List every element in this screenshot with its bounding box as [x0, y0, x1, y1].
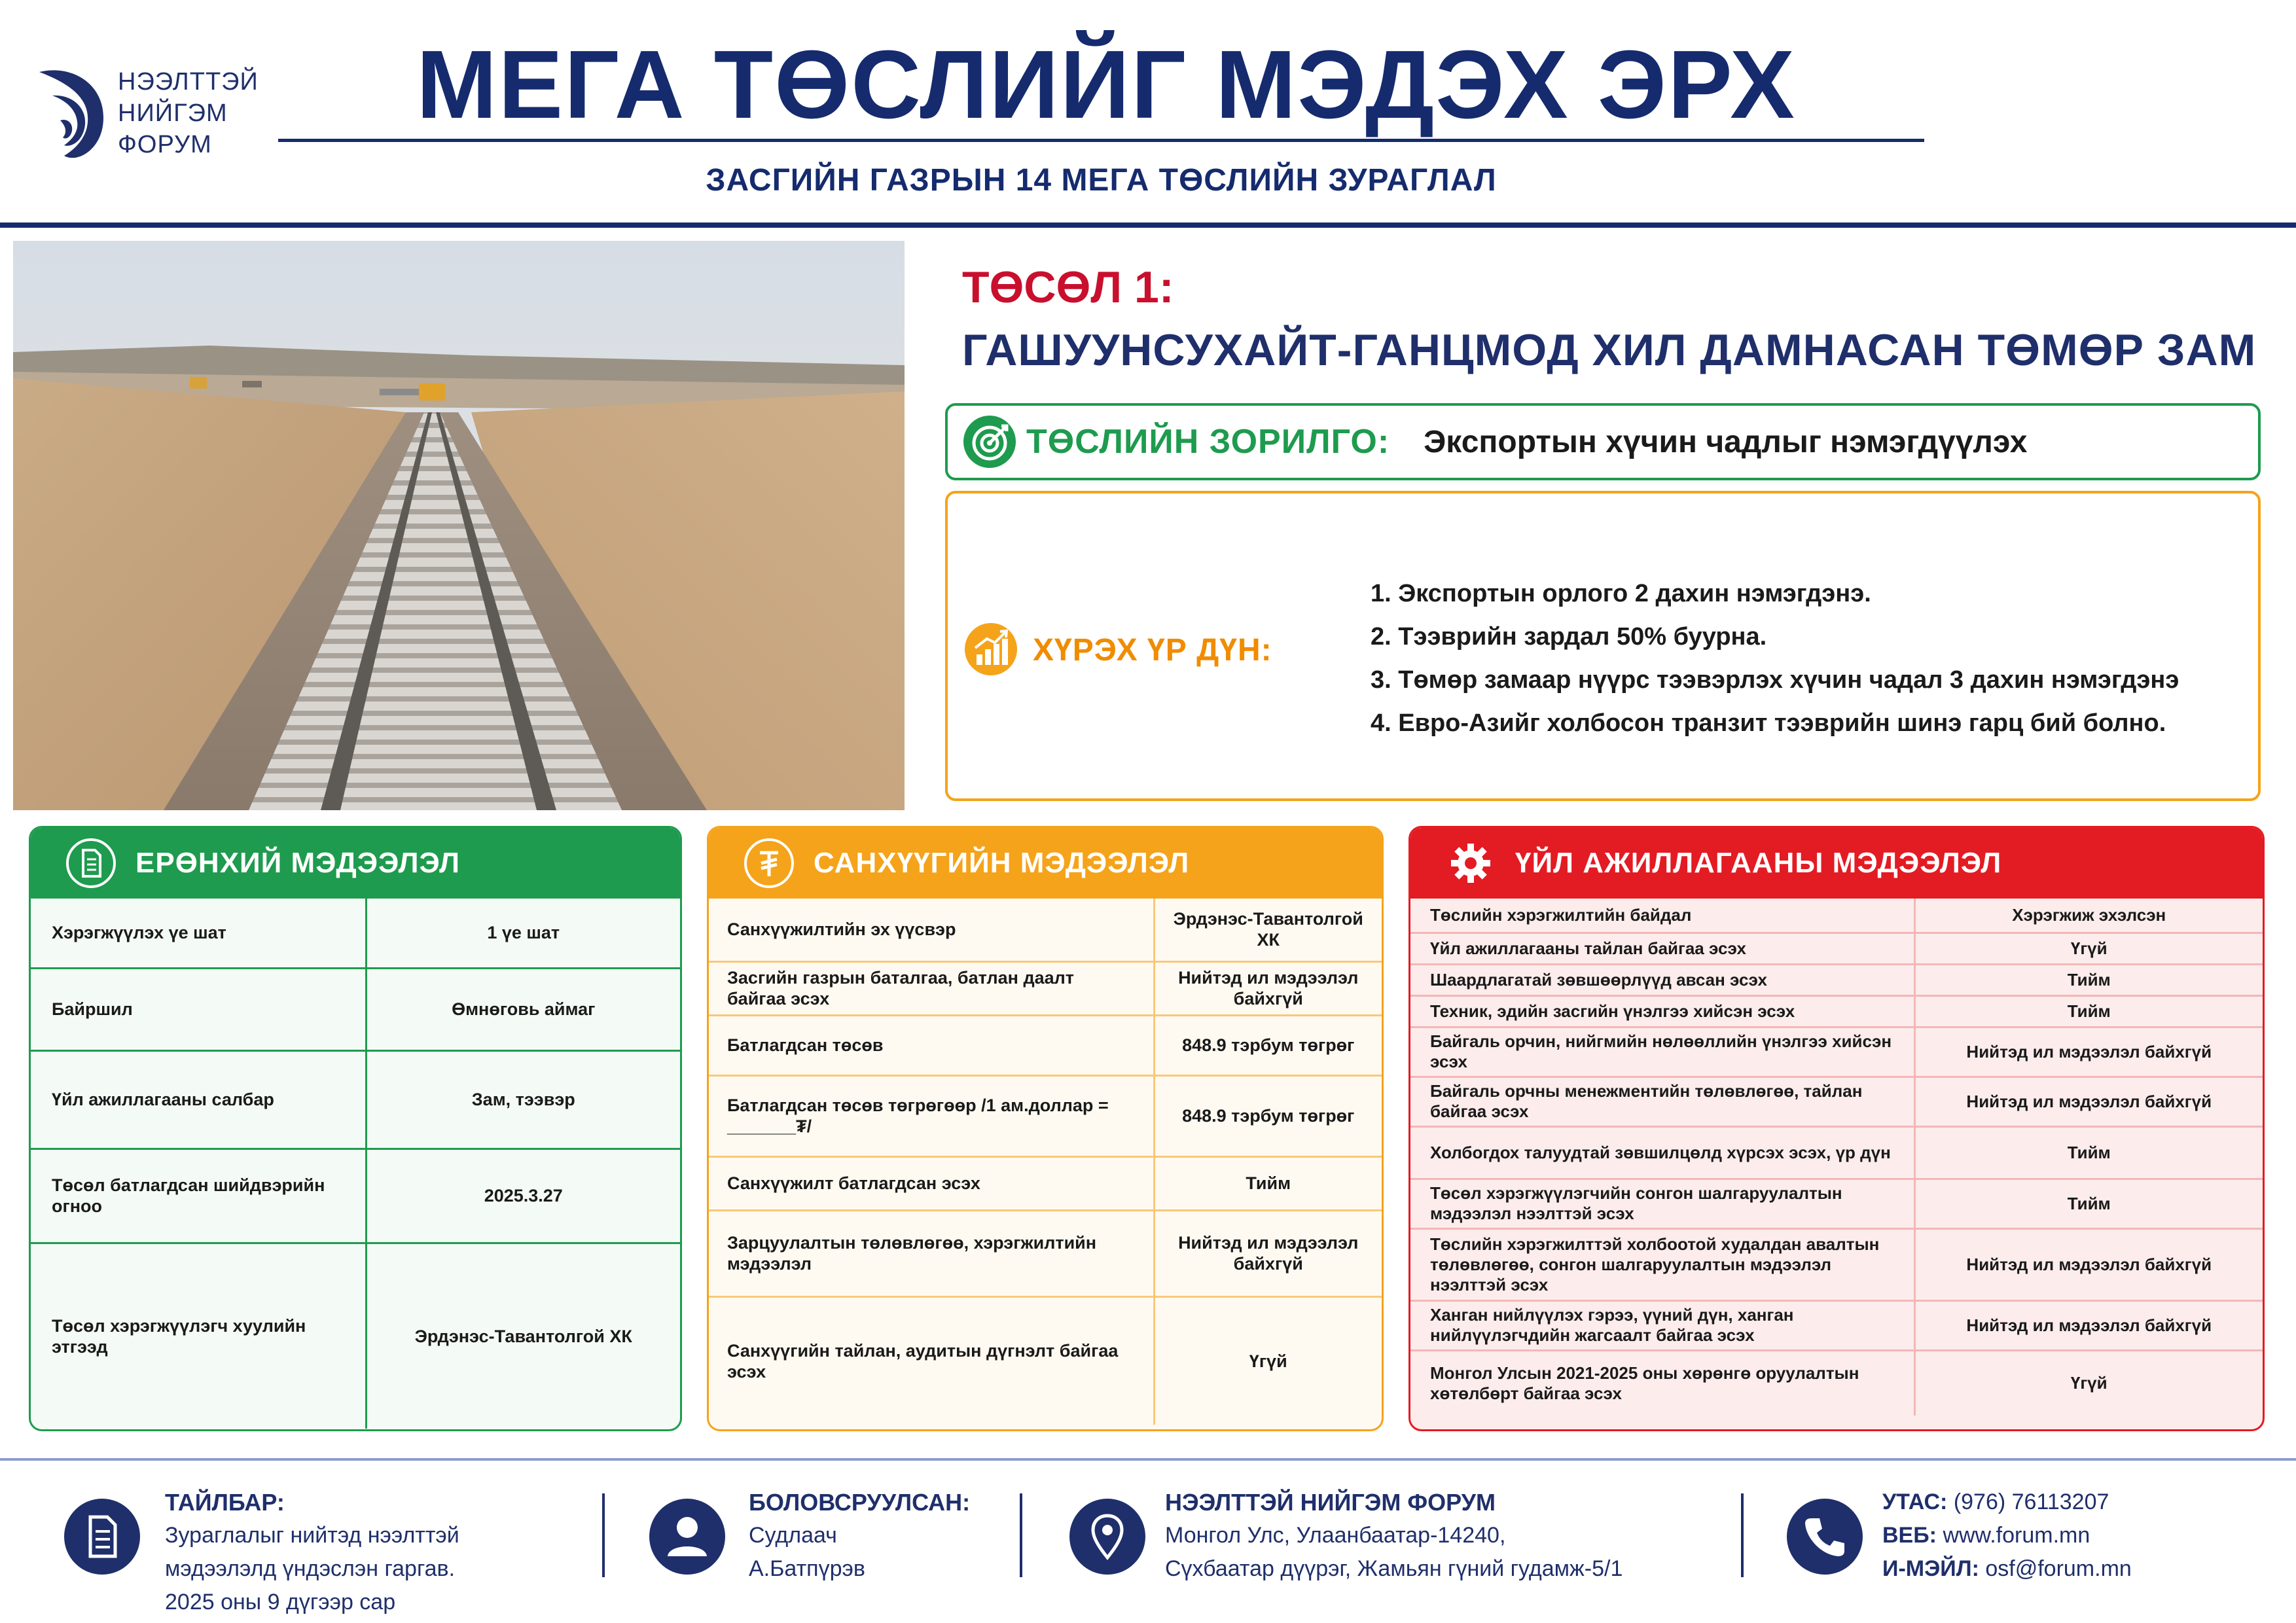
table-row [709, 1015, 1382, 1075]
phone-icon [1785, 1497, 1864, 1576]
footer-divider [0, 1458, 2296, 1461]
row-label: Төслийн хэрэгжилттэй холбоотой худалдан авалтын төлөвлөгөө, сонгон шалгаруулалтын мэдээлэл нээлттэй эсэх [1410, 1228, 1914, 1300]
table-row [1410, 1027, 2263, 1077]
user-icon [648, 1497, 726, 1576]
result-item: 4. Евро-Азийг холбосон транзит тээврийн шинэ гарц бий болно. [1371, 709, 2166, 737]
row-label: Төсөл батлагдсан шийдвэрийн огноо [31, 1149, 366, 1243]
row-label: Батлагдсан төсөв [709, 1015, 1154, 1075]
footer-note: ТАЙЛБАР: Зураглалыг нийтэд нээлттэй мэдээлэлд үндэслэн гаргав. 2025 оны 9 дүгээр сар [165, 1489, 459, 1614]
tugrik-icon [743, 837, 795, 889]
row-label: Санхүүгийн тайлан, аудитын дүгнэлт байгаа эсэх [727, 1340, 1119, 1382]
growth-chart-icon [963, 622, 1018, 677]
finance-info-title: САНХҮҮГИЙН МЭДЭЭЛЭЛ [814, 847, 1190, 879]
document-icon [65, 837, 117, 889]
footer-separator [1020, 1493, 1022, 1577]
table-row [709, 1156, 1382, 1210]
row-label: Монгол Улсын 2021-2025 оны хөрөнгө оруулалтын хөтөлбөрт байгаа эсэх [1430, 1363, 1859, 1403]
footer-contacts [1882, 1486, 2132, 1586]
general-info-header [31, 828, 680, 899]
row-value: Тийм [1154, 1156, 1382, 1210]
phone-number[interactable]: (976) 76113207 [1947, 1489, 2109, 1514]
row-value: Эрдэнэс-Тавантолгой ХК [366, 1243, 680, 1429]
row-label: Төслийн хэрэгжилтийн байдал [1410, 899, 1914, 933]
table-row [1410, 1077, 2263, 1126]
finance-info-header [709, 828, 1382, 899]
row-value: Үгүй [1914, 1350, 2263, 1416]
phone-line: УТАС: (976) 76113207 [1882, 1489, 2109, 1514]
header-divider [0, 223, 2296, 228]
table-row [1410, 1228, 2263, 1300]
row-value: Нийтэд ил мэдээлэл байхгүй [1914, 1300, 2263, 1350]
row-label: Ханган нийлүүлэх гэрээ, үүний дүн, ханган нийлүүлэгчдийн жагсаалт байгаа эсэх [1410, 1300, 1914, 1350]
row-label: Байршил [31, 968, 366, 1050]
table-row [1410, 1300, 2263, 1350]
title-divider [278, 139, 1924, 142]
row-label: Төсөл хэрэгжүүлэгчийн сонгон шалгаруулалтын мэдээлэл нээлттэй эсэх [1410, 1179, 1914, 1228]
row-value: Тийм [1914, 964, 2263, 995]
operations-info-title: ҮЙЛ АЖИЛЛАГААНЫ МЭДЭЭЛЭЛ [1515, 847, 2002, 879]
row-value: 848.9 тэрбум төгрөг [1154, 1015, 1382, 1075]
row-value: 1 үе шат [366, 899, 680, 968]
general-info-panel [29, 826, 682, 1431]
goal-text: Экспортын хүчин чадлыг нэмэгдүүлэх [1424, 424, 2028, 459]
row-value: Үгүй [1154, 1296, 1382, 1425]
row-label: Байгаль орчны менежментийн төлөвлөгөө, тайлан байгаа эсэх [1410, 1077, 1914, 1126]
row-value: Үгүй [1914, 933, 2263, 964]
row-value: Өмнөговь аймаг [366, 968, 680, 1050]
row-value: Нийтэд ил мэдээлэл байхгүй [1914, 1228, 2263, 1300]
row-value: Хэрэгжиж эхэлсэн [1914, 899, 2263, 933]
website-link[interactable]: www.forum.mn [1937, 1523, 2090, 1548]
results-label: ХҮРЭХ ҮР ДҮН: [1033, 633, 1272, 668]
row-value: 2025.3.27 [366, 1149, 680, 1243]
table-row [709, 1210, 1382, 1296]
row-label: Байгаль орчин, нийгмийн нөлөөллийн үнэлгээ хийсэн эсэх [1410, 1027, 1914, 1077]
finance-info-panel [707, 826, 1384, 1431]
result-item: 3. Төмөр замаар нүүрс тээвэрлэх хүчин чадал 3 дахин нэмэгдэнэ [1371, 666, 2179, 694]
row-value: Зам, тээвэр [366, 1050, 680, 1149]
table-row [31, 1050, 680, 1149]
general-info-table [31, 899, 680, 1429]
table-row [709, 961, 1382, 1015]
table-row [1410, 899, 2263, 933]
document-icon [63, 1497, 141, 1576]
page-title: МЕГА ТӨСЛИЙГ МЭДЭХ ЭРХ [416, 31, 1796, 139]
row-value: 848.9 тэрбум төгрөг [1154, 1075, 1382, 1156]
web-line: ВЕБ: www.forum.mn [1882, 1523, 2090, 1548]
row-value: Нийтэд ил мэдээлэл байхгүй [1154, 961, 1382, 1015]
goal-label: ТӨСЛИЙН ЗОРИЛГО: [1026, 423, 1390, 461]
table-row [1410, 1350, 2263, 1416]
row-label: Төсөл хэрэгжүүлэгч хуулийн этгээд [52, 1315, 306, 1357]
project-name: ГАШУУНСУХАЙТ-ГАНЦМОД ХИЛ ДАМНАСАН ТӨМӨР ЗАМ [962, 325, 2257, 375]
general-info-title: ЕРӨНХИЙ МЭДЭЭЛЭЛ [135, 847, 461, 879]
row-label: Зарцуулалтын төлөвлөгөө, хэрэгжилтийн мэдээлэл [709, 1210, 1154, 1296]
row-label: Санхүүжилт батлагдсан эсэх [709, 1156, 1154, 1210]
operations-info-table [1410, 899, 2263, 1416]
footer-separator [602, 1493, 605, 1577]
email-line: И-МЭЙЛ: osf@forum.mn [1882, 1556, 2132, 1581]
footer-separator [1741, 1493, 1744, 1577]
row-value: Нийтэд ил мэдээлэл байхгүй [1154, 1210, 1382, 1296]
finance-info-table [709, 899, 1382, 1425]
row-label: Үйл ажиллагааны тайлан байгаа эсэх [1410, 933, 1914, 964]
table-row [31, 1149, 680, 1243]
row-label: Үйл ажиллагааны салбар [31, 1050, 366, 1149]
row-value: Тийм [1914, 1126, 2263, 1179]
railway-photo [13, 241, 905, 810]
result-item: 1. Экспортын орлого 2 дахин нэмэгдэнэ. [1371, 580, 1871, 607]
footer-prepared: БОЛОВСРУУЛСАН: Судлаач А.Батпүрэв [749, 1489, 971, 1581]
row-value: Тийм [1914, 995, 2263, 1027]
table-row [709, 1296, 1382, 1425]
table-row [31, 968, 680, 1050]
row-label: Санхүүжилтийн эх үүсвэр [709, 899, 1154, 961]
project-number: ТӨСӨЛ 1: [962, 262, 1174, 312]
forum-logo-icon [26, 58, 111, 169]
results-list [1371, 572, 2179, 745]
page-subtitle: ЗАСГИЙН ГАЗРЫН 14 МЕГА ТӨСЛИЙН ЗУРАГЛАЛ [706, 163, 1497, 198]
row-label: Техник, эдийн засгийн үнэлгээ хийсэн эсэх [1410, 995, 1914, 1027]
row-label: Хэрэгжүүлэх үе шат [31, 899, 366, 968]
row-label: Холбогдох талуудтай зөвшилцөлд хүрсэх эсэх, үр дүн [1410, 1126, 1914, 1179]
target-icon [962, 414, 1017, 469]
table-row [1410, 995, 2263, 1027]
table-row [1410, 1126, 2263, 1179]
table-row [1410, 933, 2263, 964]
results-box [945, 491, 2261, 801]
logo [26, 58, 288, 169]
gear-icon [1444, 837, 1497, 889]
footer-organization: НЭЭЛТТЭЙ НИЙГЭМ ФОРУМ Монгол Улс, Улаанбаатар-14240, Сүхбаатар дүүрэг, Жамьян гүний гудамж-5/1 [1165, 1489, 1623, 1581]
table-row [1410, 964, 2263, 995]
row-value: Тийм [1914, 1179, 2263, 1228]
goal-box [945, 403, 2261, 480]
row-value: Эрдэнэс-Тавантолгой ХК [1154, 899, 1382, 961]
row-label: Засгийн газрын баталгаа, батлан даалт байгаа эсэх [709, 961, 1154, 1015]
email-link[interactable]: osf@forum.mn [1979, 1556, 2132, 1581]
table-row [1410, 1179, 2263, 1228]
table-row [709, 1075, 1382, 1156]
operations-info-panel [1408, 826, 2265, 1431]
row-value: Нийтэд ил мэдээлэл байхгүй [1914, 1027, 2263, 1077]
row-label: Шаардлагатай зөвшөөрлүүд авсан эсэх [1410, 964, 1914, 995]
location-pin-icon [1068, 1497, 1147, 1576]
railway-image [13, 241, 905, 810]
result-item: 2. Тээврийн зардал 50% буурна. [1371, 623, 1767, 651]
row-label: Батлагдсан төсөв төгрөгөөр /1 ам.доллар = _______₮/ [709, 1075, 1154, 1156]
logo-text: НЭЭЛТТЭЙ НИЙГЭМ ФОРУМ [118, 68, 259, 158]
row-value: Нийтэд ил мэдээлэл байхгүй [1914, 1077, 2263, 1126]
table-row [31, 899, 680, 968]
table-row [709, 899, 1382, 961]
operations-info-header [1410, 828, 2263, 899]
table-row [31, 1243, 680, 1429]
